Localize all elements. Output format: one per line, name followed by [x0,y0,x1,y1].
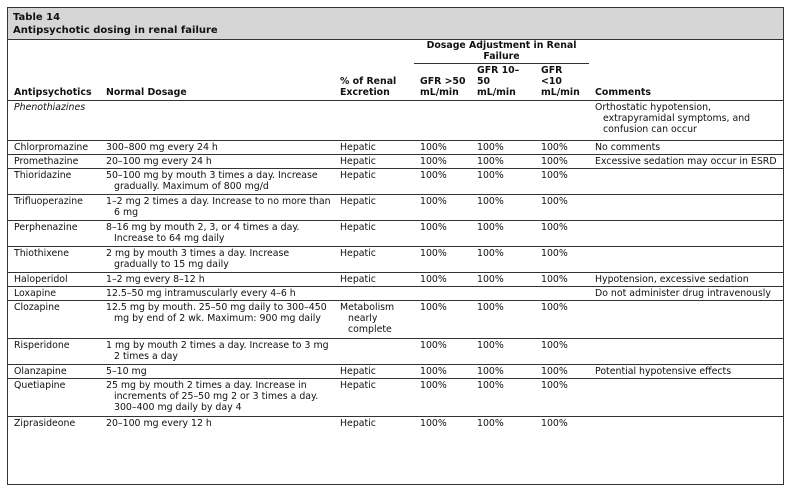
cell-gfr-mid: 100% [471,379,535,417]
dosing-table [8,40,783,433]
cell-gfr-mid: 100% [471,417,535,433]
cell-comments: Excessive sedation may occur in ESRD [589,155,783,169]
header-gfr-mid: GFR 10–50 mL/min [471,64,535,101]
cell-excretion: Hepatic [334,195,414,221]
cell-drug: Ziprasideone [8,417,100,433]
table-row [8,365,783,379]
cell-dosage: 12.5 mg by mouth. 25–50 mg daily to 300–450 mg by end of 2 wk. Maximum: 900 mg daily [100,301,334,339]
cell-gfr-high: 100% [414,247,471,273]
header-normal-dosage: Normal Dosage [100,64,334,101]
cell-gfr-high: 100% [414,301,471,339]
cell-gfr-low: 100% [535,247,589,273]
class-comment: Orthostatic hypotension, extrapyramidal symptoms, and confusion can occur [595,102,751,135]
cell-drug: Loxapine [8,287,100,301]
cell-comments [589,339,783,365]
table-row [8,301,783,339]
cell-dosage: 25 mg by mouth 2 times a day. Increase in increments of 25–50 mg 2 or 3 times a day. 300–400 mg daily by day 4 [100,379,334,417]
table-row [8,287,783,301]
cell-gfr-high: 100% [414,141,471,155]
cell-dosage: 1–2 mg 2 times a day. Increase to no more than 6 mg [100,195,334,221]
cell-comments [589,301,783,339]
cell-drug: Chlorpromazine [8,141,100,155]
cell-drug: Perphenazine [8,221,100,247]
table-row [8,221,783,247]
cell-excretion: Hepatic [334,221,414,247]
cell-gfr-mid: 100% [471,141,535,155]
table-row [8,273,783,287]
cell-dosage: 8–16 mg by mouth 2, 3, or 4 times a day. Increase to 64 mg daily [100,221,334,247]
cell-drug: Clozapine [8,301,100,339]
table-title: Antipsychotic dosing in renal failure [13,25,218,36]
table-title-bar [8,8,783,40]
cell-gfr-high: 100% [414,365,471,379]
table-row [8,339,783,365]
header-antipsychotics: Antipsychotics [8,64,100,101]
cell-excretion: Hepatic [334,169,414,195]
cell-gfr-low: 100% [535,339,589,365]
group-header-dosage-adjustment: Dosage Adjustment in Renal Failure [414,40,589,64]
cell-dosage: 1 mg by mouth 2 times a day. Increase to 3 mg 2 times a day [100,339,334,365]
cell-gfr-mid [471,287,535,301]
cell-gfr-mid: 100% [471,339,535,365]
table-row [8,141,783,155]
cell-comments [589,195,783,221]
cell-gfr-low: 100% [535,195,589,221]
cell-gfr-high: 100% [414,273,471,287]
cell-drug: Promethazine [8,155,100,169]
header-comments: Comments [589,64,783,101]
cell-gfr-high: 100% [414,417,471,433]
cell-drug: Quetiapine [8,379,100,417]
cell-drug: Trifluoperazine [8,195,100,221]
cell-dosage: 1–2 mg every 8–12 h [100,273,334,287]
cell-comments [589,379,783,417]
cell-gfr-high: 100% [414,195,471,221]
cell-gfr-mid: 100% [471,247,535,273]
table-frame [7,7,784,485]
cell-gfr-high: 100% [414,169,471,195]
cell-gfr-mid: 100% [471,221,535,247]
cell-comments [589,247,783,273]
cell-gfr-mid: 100% [471,155,535,169]
cell-comments: Hypotension, excessive sedation [589,273,783,287]
cell-drug: Thiothixene [8,247,100,273]
cell-drug: Haloperidol [8,273,100,287]
cell-gfr-low: 100% [535,301,589,339]
cell-gfr-low: 100% [535,273,589,287]
cell-gfr-high: 100% [414,339,471,365]
header-gfr-low: GFR <10 mL/min [535,64,589,101]
table-row [8,169,783,195]
cell-comments: No comments [589,141,783,155]
cell-gfr-mid: 100% [471,195,535,221]
header-renal-excretion: % of Renal Excretion [334,64,414,101]
cell-drug: Olanzapine [8,365,100,379]
cell-gfr-high: 100% [414,221,471,247]
cell-comments: Potential hypotensive effects [589,365,783,379]
cell-comments [589,417,783,433]
table-row [8,247,783,273]
cell-dosage: 12.5–50 mg intramuscularly every 4–6 h [100,287,334,301]
cell-excretion: Hepatic [334,379,414,417]
cell-excretion: Hepatic [334,417,414,433]
cell-drug: Thioridazine [8,169,100,195]
cell-dosage: 20–100 mg every 12 h [100,417,334,433]
header-gfr-high: GFR >50 mL/min [414,64,471,101]
cell-gfr-high: 100% [414,155,471,169]
cell-gfr-low: 100% [535,379,589,417]
cell-dosage: 20–100 mg every 24 h [100,155,334,169]
class-row-phenothiazines [8,101,783,141]
table-row [8,195,783,221]
cell-excretion: Hepatic [334,273,414,287]
cell-excretion [334,287,414,301]
cell-dosage: 5–10 mg [100,365,334,379]
cell-comments: Do not administer drug intravenously [589,287,783,301]
cell-gfr-mid: 100% [471,365,535,379]
cell-dosage: 2 mg by mouth 3 times a day. Increase gradually to 15 mg daily [100,247,334,273]
table-number: Table 14 [13,12,61,23]
cell-gfr-high: 100% [414,379,471,417]
class-name: Phenothiazines [14,102,86,113]
cell-excretion: Hepatic [334,365,414,379]
cell-excretion: Hepatic [334,155,414,169]
cell-gfr-low: 100% [535,169,589,195]
cell-dosage: 50–100 mg by mouth 3 times a day. Increase gradually. Maximum of 800 mg/d [100,169,334,195]
cell-gfr-low: 100% [535,417,589,433]
cell-gfr-high [414,287,471,301]
cell-drug: Risperidone [8,339,100,365]
cell-gfr-mid: 100% [471,169,535,195]
cell-gfr-low: 100% [535,141,589,155]
cell-gfr-mid: 100% [471,273,535,287]
cell-comments [589,169,783,195]
table-row [8,417,783,433]
cell-gfr-low: 100% [535,155,589,169]
cell-excretion: Hepatic [334,141,414,155]
cell-excretion [334,339,414,365]
cell-gfr-low: 100% [535,221,589,247]
cell-excretion: Metabolism nearly complete [334,301,414,339]
cell-dosage: 300–800 mg every 24 h [100,141,334,155]
table-row [8,155,783,169]
cell-gfr-low [535,287,589,301]
cell-gfr-low: 100% [535,365,589,379]
cell-comments [589,221,783,247]
cell-excretion: Hepatic [334,247,414,273]
cell-gfr-mid: 100% [471,301,535,339]
table-row [8,379,783,417]
